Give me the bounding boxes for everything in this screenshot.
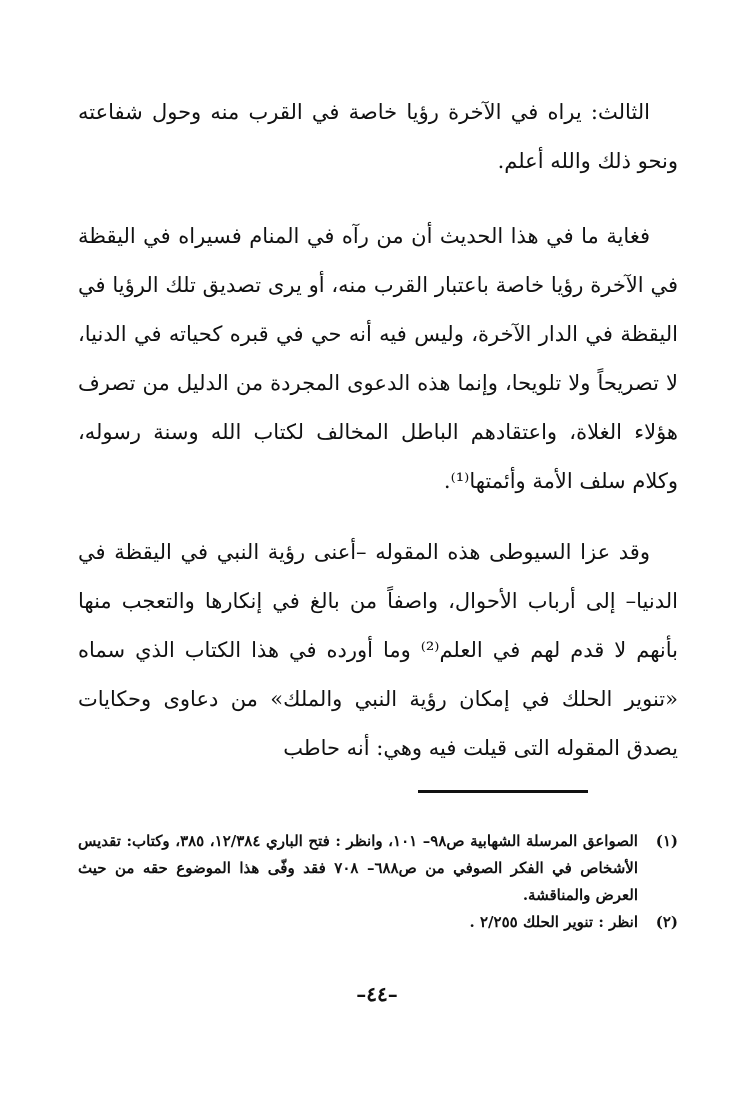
paragraph-3: وقد عزا السيوطى هذه المقوله –أعنى رؤية النبي في اليقظة في الدنيا– إلى أرباب الأحوال، واصفاً من بالغ في إنكارها والتعجب منها بأنهم لا قدم لهم في العلم⁽²⁾ وما أورده في هذا الكتاب الذي سماه «تنوير الحلك في إمكان رؤية النبي والملك» من دعاوى وحكايات يصدق المقوله التى قيلت فيه وهي: أنه حاطب bbox=[78, 540, 678, 760]
page-number: –٤٤– bbox=[356, 982, 398, 1006]
footnote-2-text: انظر : تنوير الحلك ٢/٢٥٥ . bbox=[469, 913, 638, 931]
main-text bbox=[78, 88, 678, 773]
footnote-1 bbox=[78, 828, 678, 909]
footnote-1-text: الصواعق المرسلة الشهابية ص٩٨– ١٠١، وانظر : فتح الباري ١٢/٣٨٤، ٣٨٥، وكتاب: تقديس الأشخاص في الفكر الصوفي من ص٦٨٨– ٧٠٨ فقد وفّى هذا الموضوع حقه من حيث العرض والمناقشة. bbox=[78, 832, 638, 904]
footnote-1-number: (١) bbox=[655, 832, 678, 850]
footnotes bbox=[78, 828, 678, 936]
footnote-2 bbox=[78, 909, 678, 936]
paragraph-2: فغاية ما في هذا الحديث أن من رآه في المنام فسيراه في اليقظة في الآخرة رؤيا خاصة باعتبار القرب منه، أو يرى تصديق تلك الرؤيا في اليقظة في الدار الآخرة، وليس فيه أنه حي في قبره كحياته في الدنيا، لا تصريحاً ولا تلويحا، وإنما هذه الدعوى المجردة من الدليل من تصرف هؤلاء الغلاة، واعتقادهم الباطل المخالف لكتاب الله وسنة رسوله، وكلام سلف الأمة وأئمتها⁽¹⁾. bbox=[78, 224, 678, 493]
paragraph-1: الثالث: يراه في الآخرة رؤيا خاصة في القرب منه وحول شفاعته ونحو ذلك والله أعلم. bbox=[78, 100, 678, 173]
footnote-2-number: (٢) bbox=[655, 913, 678, 931]
footnote-separator bbox=[418, 790, 588, 793]
